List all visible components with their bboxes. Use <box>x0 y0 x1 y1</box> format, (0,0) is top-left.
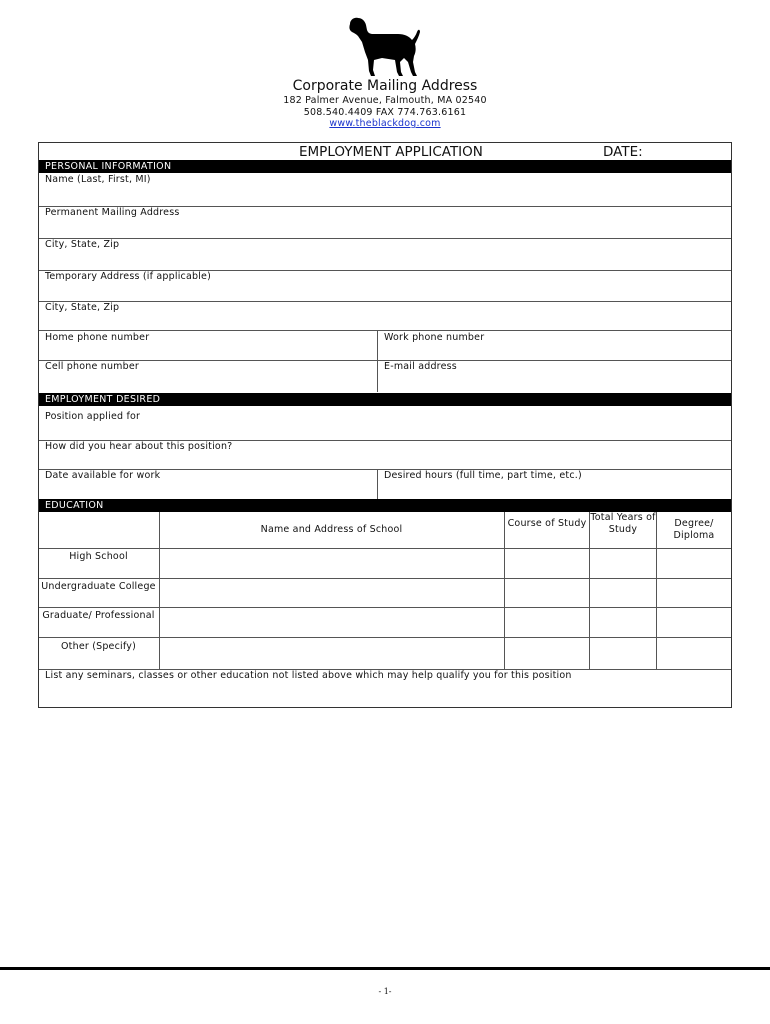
total-years-column-header: Total Years of Study <box>590 512 656 535</box>
date-available-field-label: Date available for work <box>45 470 161 481</box>
seminars-field-label: List any seminars, classes or other education not listed above which may help qualify you for this position <box>45 670 572 681</box>
black-dog-logo <box>346 16 426 80</box>
company-title: Corporate Mailing Address <box>292 78 478 94</box>
company-phone: 508.540.4409 FAX 774.763.6161 <box>303 107 467 118</box>
graduate-row-label: Graduate/ Professional <box>42 610 155 621</box>
name-field-label: Name (Last, First, MI) <box>45 174 151 185</box>
temporary-address-field-label: Temporary Address (if applicable) <box>45 271 211 282</box>
employment-desired-heading: EMPLOYMENT DESIRED <box>39 393 731 406</box>
work-phone-field-label: Work phone number <box>384 332 485 343</box>
high-school-row-label: High School <box>69 551 128 562</box>
email-field-label: E-mail address <box>384 361 457 372</box>
education-heading: EDUCATION <box>39 499 731 512</box>
footer-rule <box>0 967 770 970</box>
cell-phone-field-label: Cell phone number <box>45 361 140 372</box>
company-website-link[interactable]: www.theblackdog.com <box>329 118 441 129</box>
school-name-column-header: Name and Address of School <box>260 524 403 535</box>
degree-column-header: Degree/ Diploma <box>673 518 715 541</box>
city-state-zip-field-label: City, State, Zip <box>45 239 120 250</box>
undergraduate-row-label: Undergraduate College <box>41 581 156 592</box>
other-row-label: Other (Specify) <box>61 641 136 652</box>
employment-application-form <box>38 142 732 708</box>
temp-city-state-zip-field-label: City, State, Zip <box>45 302 120 313</box>
home-phone-field-label: Home phone number <box>45 332 150 343</box>
page-number: - 1- <box>378 987 392 996</box>
course-of-study-column-header: Course of Study <box>507 518 587 529</box>
personal-info-heading: PERSONAL INFORMATION <box>39 160 731 173</box>
desired-hours-field-label: Desired hours (full time, part time, etc.) <box>384 470 582 481</box>
date-label: DATE: <box>603 144 643 160</box>
mailing-address-field-label: Permanent Mailing Address <box>45 207 180 218</box>
hear-about-field-label: How did you hear about this position? <box>45 441 233 452</box>
position-field-label: Position applied for <box>45 411 141 422</box>
company-address: 182 Palmer Avenue, Falmouth, MA 02540 <box>283 95 487 106</box>
form-title: EMPLOYMENT APPLICATION <box>299 144 483 160</box>
